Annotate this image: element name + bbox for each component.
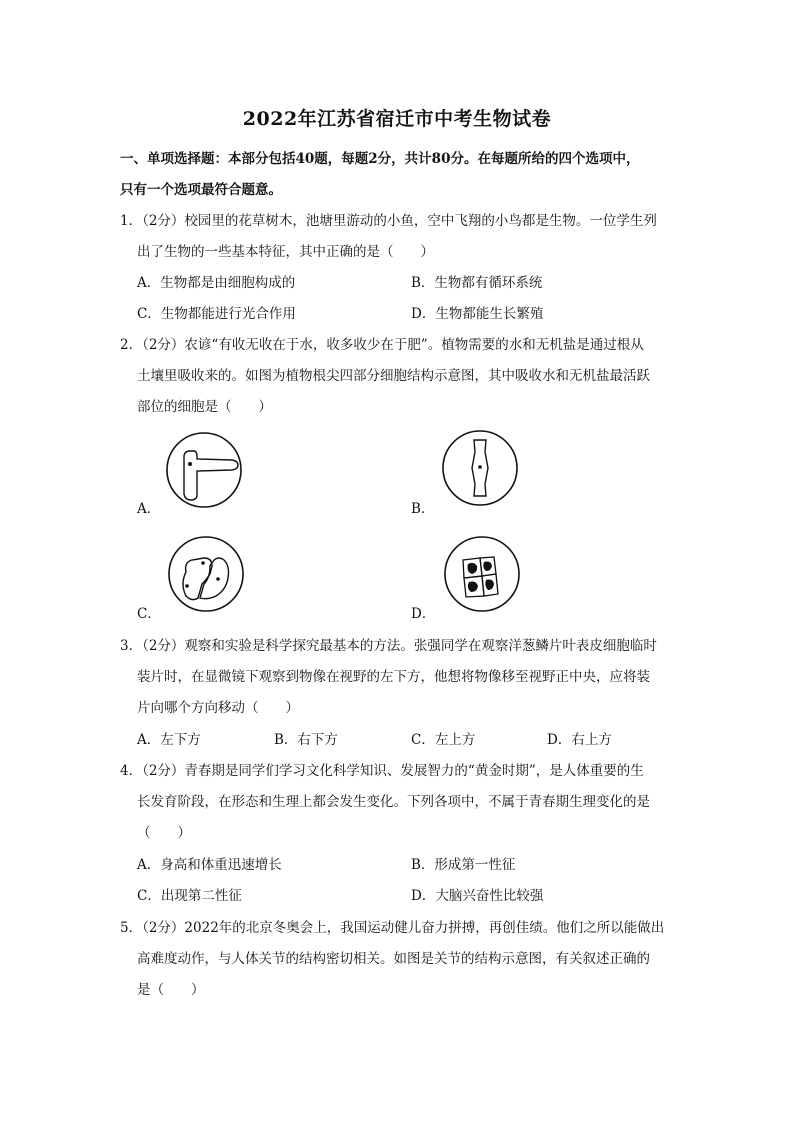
section-header-line1: 一、单项选择题：本部分包括40题，每题2分，共计80分。在每题所给的四个选项中， bbox=[120, 151, 640, 167]
question-2-line3: 部位的细胞是（ ） bbox=[137, 399, 272, 415]
q4-option-b[interactable]: B．形成第一性征 bbox=[411, 857, 516, 873]
q1-option-a[interactable]: A．生物都是由细胞构成的 bbox=[137, 275, 296, 291]
q2-option-c[interactable]: C． bbox=[137, 606, 161, 622]
q4-option-a[interactable]: A．身高和体重迅速增长 bbox=[137, 857, 282, 873]
section-header-line2: 只有一个选项最符合题意。 bbox=[120, 182, 282, 198]
meristem-cells-diagram bbox=[442, 534, 522, 614]
question-1-line1: 1．（2分）校园里的花草树木，池塘里游动的小鱼，空中飞翔的小鸟都是生物。一位学生列 bbox=[120, 213, 657, 229]
question-3-line1: 3．（2分）观察和实验是科学探究最基本的方法。张强同学在观察洋葱鳞片叶表皮细胞临时 bbox=[120, 638, 657, 654]
question-5-line2: 高难度动作，与人体关节的结构密切相关。如图是关节的结构示意图，有关叙述正确的 bbox=[137, 951, 650, 967]
question-4-line2: 长发育阶段，在形态和生理上都会发生变化。下列各项中，不属于青春期生理变化的是 bbox=[137, 794, 650, 810]
q3-option-b[interactable]: B．右下方 bbox=[274, 732, 338, 748]
q3-option-c[interactable]: C．左上方 bbox=[411, 732, 476, 748]
q2-option-a[interactable]: A． bbox=[137, 501, 161, 517]
q3-option-d[interactable]: D．右上方 bbox=[547, 732, 612, 748]
page-title: 2022年江苏省宿迁市中考生物试卷 bbox=[242, 108, 552, 130]
question-2-line2: 土壤里吸收来的。如图为植物根尖四部分细胞结构示意图，其中吸收水和无机盐最活跃 bbox=[137, 368, 650, 384]
q4-option-d[interactable]: D．大脑兴奋性比较强 bbox=[411, 888, 544, 904]
q1-option-c[interactable]: C．生物都能进行光合作用 bbox=[137, 306, 296, 322]
question-5-line3: 是（ ） bbox=[137, 982, 205, 998]
root-cap-cells-diagram bbox=[166, 534, 246, 614]
question-1-line2: 出了生物的一些基本特征，其中正确的是（ ） bbox=[137, 244, 434, 260]
q4-option-c[interactable]: C．出现第二性征 bbox=[137, 888, 242, 904]
q2-option-b[interactable]: B． bbox=[411, 501, 435, 517]
question-5-line1: 5．（2分）2022年的北京冬奥会上，我国运动健儿奋力拼搏，再创佳绩。他们之所以能做出 bbox=[120, 920, 665, 936]
q1-option-b[interactable]: B．生物都有循环系统 bbox=[411, 275, 543, 291]
question-4-line3: （ ） bbox=[137, 825, 191, 841]
question-2-line1: 2．（2分）农谚“有收无收在于水，收多收少在于肥”。植物需要的水和无机盐是通过根从 bbox=[120, 337, 644, 353]
question-3-line3: 片向哪个方向移动（ ） bbox=[137, 700, 299, 716]
question-4-line1: 4．（2分）青春期是同学们学习文化科学知识、发展智力的“黄金时期”，是人体重要的生 bbox=[120, 763, 644, 779]
root-hair-cell-diagram bbox=[164, 430, 244, 510]
q1-option-d[interactable]: D．生物都能生长繁殖 bbox=[411, 306, 544, 322]
question-3-line2: 装片时，在显微镜下观察到物像在视野的左下方，他想将物像移至视野正中央，应将装 bbox=[137, 669, 650, 685]
q3-option-a[interactable]: A．左下方 bbox=[137, 732, 201, 748]
q2-option-d[interactable]: D． bbox=[411, 606, 436, 622]
elongation-cell-diagram bbox=[440, 428, 520, 508]
